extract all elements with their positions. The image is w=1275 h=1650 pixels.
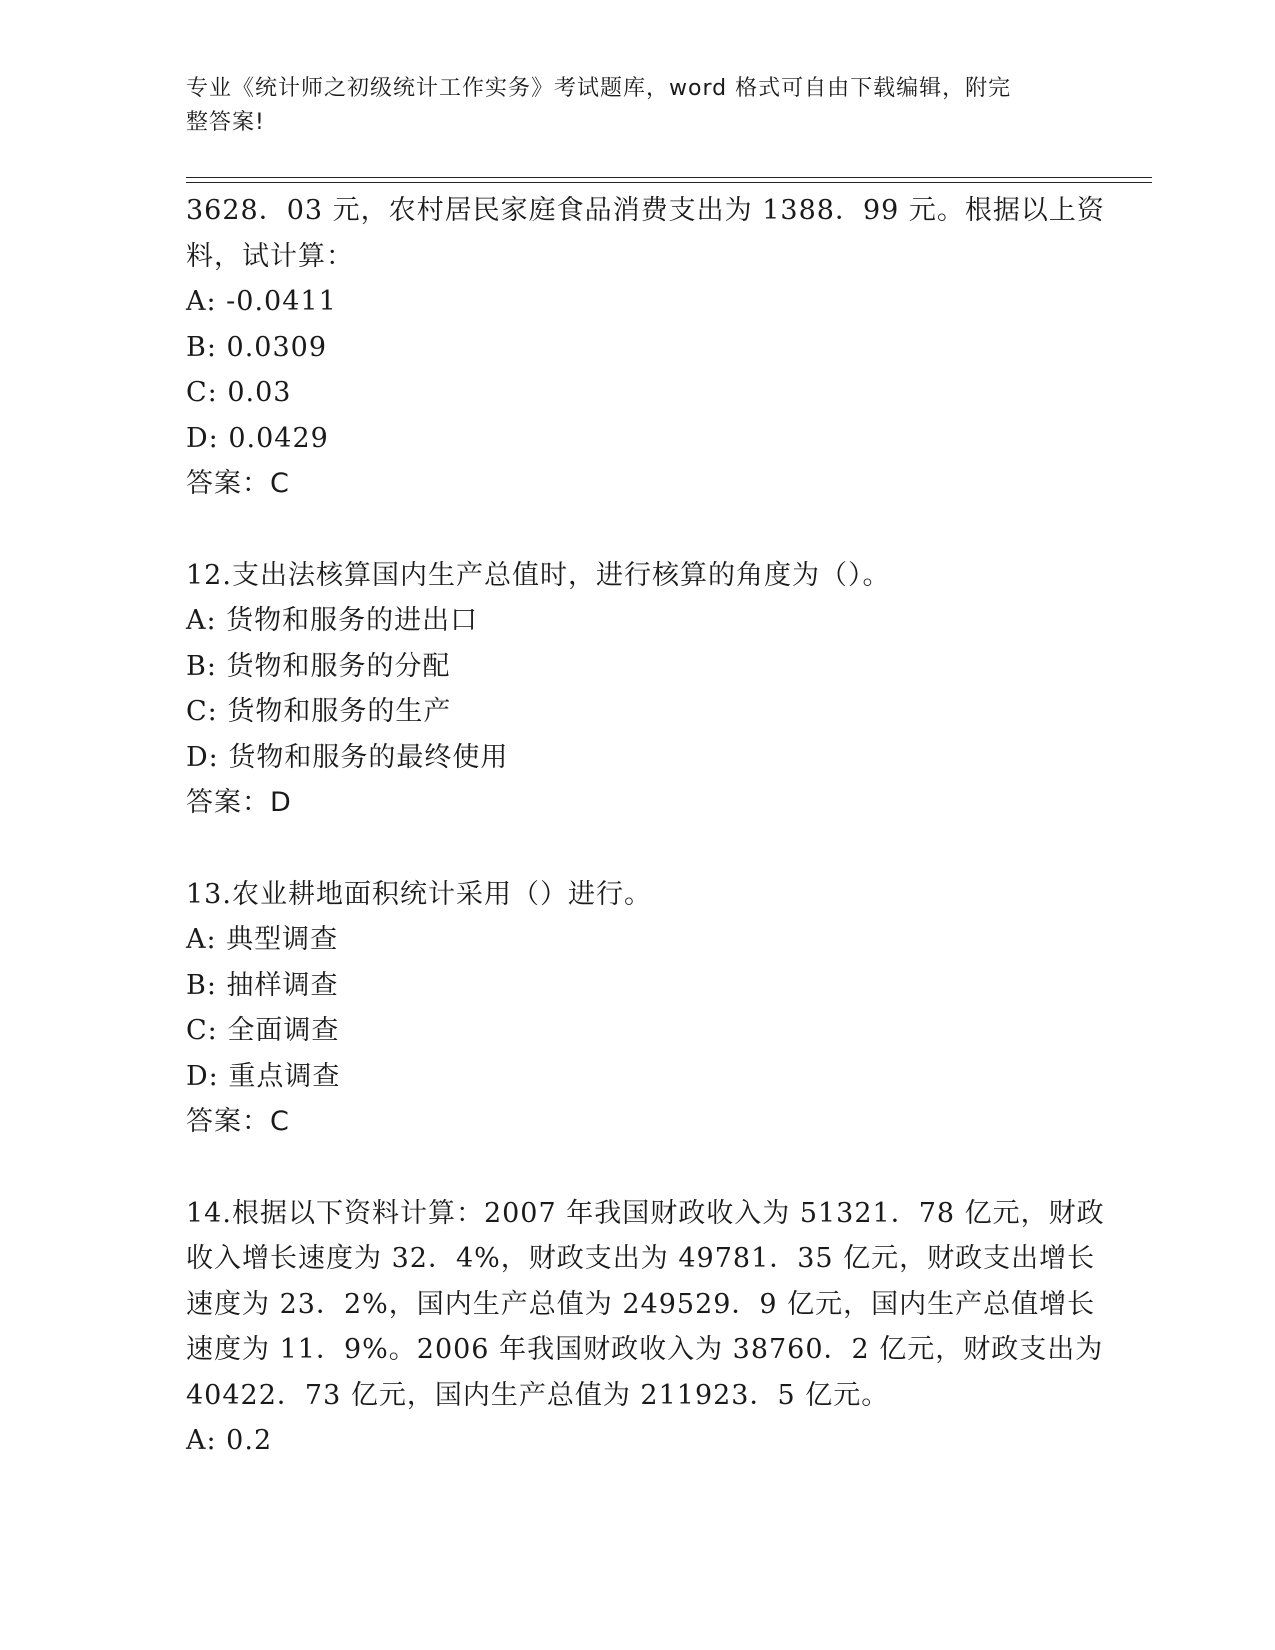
answer: 答案：C <box>186 1106 290 1137</box>
question-list <box>186 188 1105 1464</box>
header-line-2: 整答案! <box>186 110 265 135</box>
option-b: B: 抽样调查 <box>186 969 339 1001</box>
document-header <box>186 72 1066 140</box>
option-a: A: 货物和服务的进出口 <box>186 605 479 636</box>
option-b: B: 货物和服务的分配 <box>186 650 451 682</box>
question-stem: 13.农业耕地面积统计采用（）进行。 <box>186 878 652 910</box>
option-c: C: 全面调查 <box>186 1015 340 1046</box>
answer: 答案：C <box>186 468 290 499</box>
answer: 答案：D <box>186 787 292 818</box>
option-c: C: 货物和服务的生产 <box>186 696 452 727</box>
question-stem: 14.根据以下资料计算：2007 年我国财政收入为 51321．78 亿元，财政 <box>186 1197 1105 1229</box>
option-a: A: 0.2 <box>186 1425 273 1456</box>
option-d: D: 货物和服务的最终使用 <box>186 741 509 773</box>
question-stem: 12.支出法核算国内生产总值时，进行核算的角度为（）。 <box>186 559 891 591</box>
question-14 <box>186 1191 1105 1464</box>
header-divider-bottom <box>186 182 1152 183</box>
option-a: A: 典型调查 <box>186 924 339 955</box>
question-stem: 收入增长速度为 32．4%，财政支出为 49781．35 亿元，财政支出增长 <box>186 1243 1096 1274</box>
spacer <box>186 826 1086 872</box>
question-stem: 速度为 11．9%。2006 年我国财政收入为 38760．2 亿元，财政支出为 <box>186 1334 1104 1365</box>
question-11 <box>186 188 1105 507</box>
question-12 <box>186 553 1086 826</box>
option-c: C: 0.03 <box>186 377 292 408</box>
question-stem: 速度为 23．2%，国内生产总值为 249529．9 亿元，国内生产总值增长 <box>186 1288 1096 1320</box>
header-line-1: 专业《统计师之初级统计工作实务》考试题库，word 格式可自由下载编辑，附完 <box>186 76 1012 101</box>
option-d: D: 0.0429 <box>186 422 329 454</box>
option-d: D: 重点调查 <box>186 1060 341 1092</box>
option-a: A: -0.0411 <box>186 286 337 317</box>
question-13 <box>186 872 1086 1145</box>
option-b: B: 0.0309 <box>186 331 327 363</box>
question-text: 3628．03 元，农村居民家庭食品消费支出为 1388．99 元。根据以上资 <box>186 195 1105 226</box>
question-text: 料，试计算： <box>186 240 354 272</box>
spacer <box>186 507 1086 553</box>
spacer <box>186 1145 1086 1191</box>
question-stem: 40422．73 亿元，国内生产总值为 211923．5 亿元。 <box>186 1379 890 1411</box>
header-divider-top <box>186 177 1152 178</box>
